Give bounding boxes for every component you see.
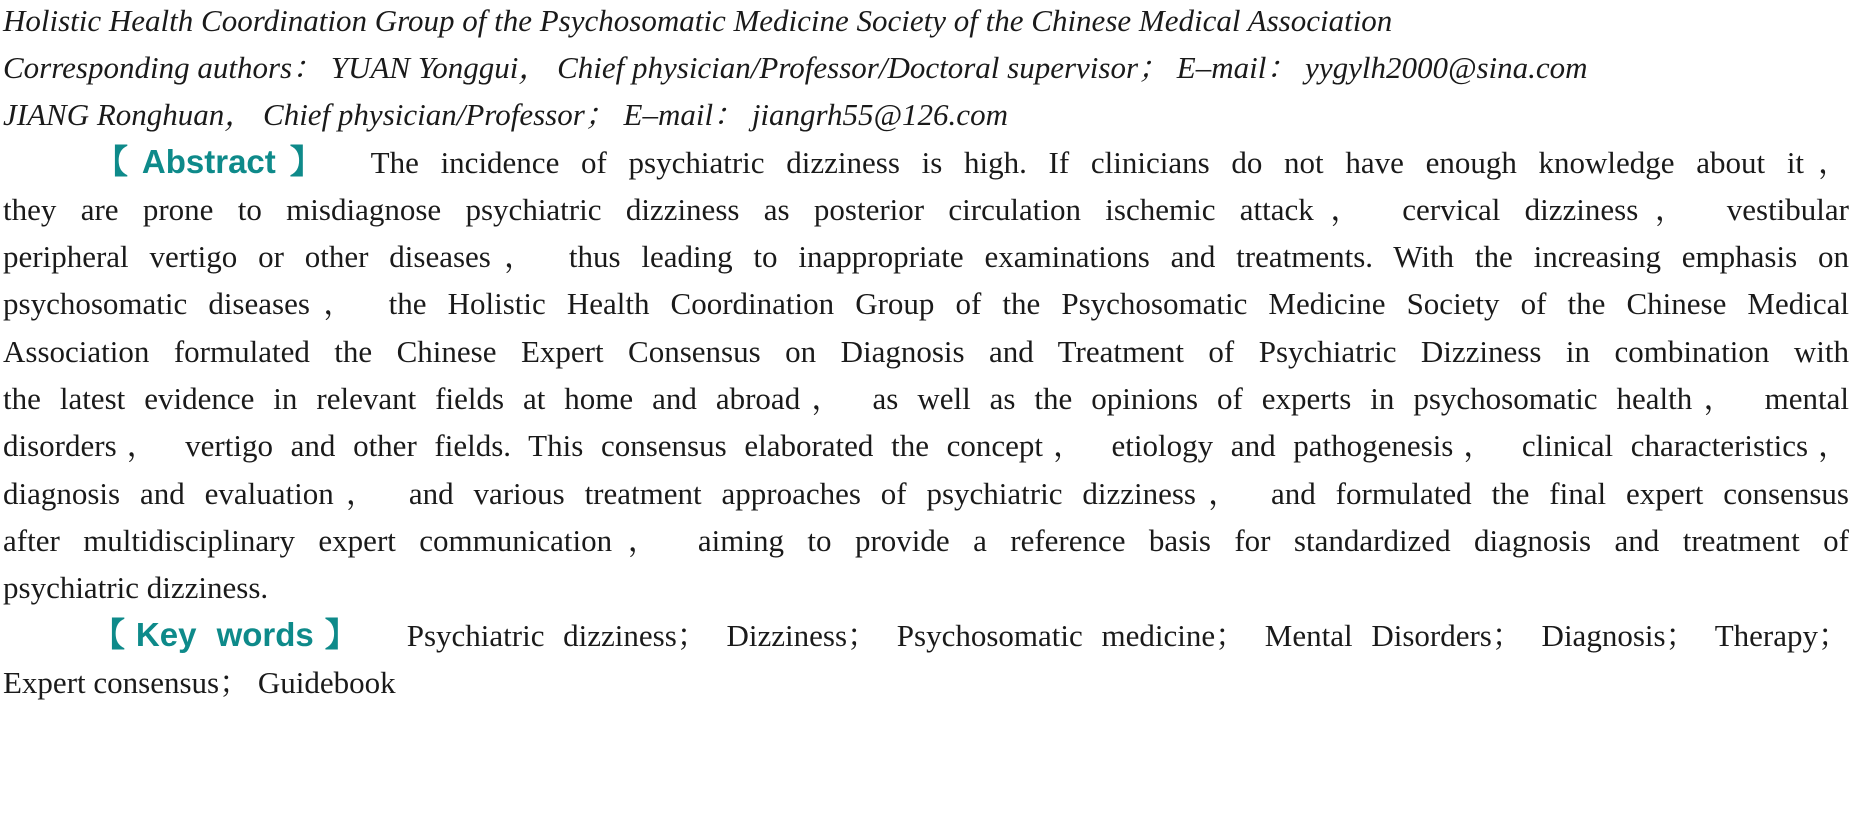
keywords-first-line	[3, 615, 1849, 656]
abstract-text-line: disorders， vertigo and other fields. This consensus elaborated the concept， etiology and pathogenesis， clinical characteristics，	[3, 428, 1849, 463]
abstract-text-line: Association formulated the Chinese Expert Consensus on Diagnosis and Treatment of Psychiatric Dizziness in combination with	[3, 334, 1849, 369]
abstract-text-line: diagnosis and evaluation， and various treatment approaches of psychiatric dizziness， and formulated the final expert consensus	[3, 476, 1849, 511]
abstract-text-line: they are prone to misdiagnose psychiatric dizziness as posterior circulation ischemic attack， cervical dizziness， vestibular	[3, 192, 1849, 227]
abstract-text-line: psychiatric dizziness.	[3, 570, 269, 605]
keywords-text-line: Expert consensus； Guidebook	[3, 665, 396, 700]
abstract-first-line	[3, 142, 1849, 183]
corresponding-author-line-1: Corresponding authors： YUAN Yonggui， Chief physician/Professor/Doctoral supervisor； E–mail： yygylh2000@sina.com	[3, 50, 1588, 85]
corresponding-author-line-2: JIANG Ronghuan， Chief physician/Professor； E–mail： jiangrh55@126.com	[3, 97, 1008, 132]
abstract-heading: 【Abstract】	[81, 143, 337, 180]
abstract-text-line: after multidisciplinary expert communication， aiming to provide a reference basis for standardized diagnosis and treatment of	[3, 523, 1849, 558]
abstract-text-line: The incidence of psychiatric dizziness is high. If clinicians do not have enough knowledge about it，	[370, 145, 1849, 180]
abstract-text-line: psychosomatic diseases， the Holistic Health Coordination Group of the Psychosomatic Medicine Society of the Chinese Medical	[3, 286, 1849, 321]
abstract-text-line: the latest evidence in relevant fields at home and abroad， as well as the opinions of experts in psychosomatic health， mental	[3, 381, 1849, 416]
abstract-text-line: peripheral vertigo or other diseases， thus leading to inappropriate examinations and treatments. With the increasing emphasis on	[3, 239, 1849, 274]
keywords-text-line: Psychiatric dizziness； Dizziness； Psychosomatic medicine； Mental Disorders； Diagnosis； Therapy；	[406, 618, 1849, 653]
affiliation-line: Holistic Health Coordination Group of the Psychosomatic Medicine Society of the Chinese Medical Association	[3, 3, 1393, 38]
keywords-heading: 【Key words】	[81, 616, 369, 653]
